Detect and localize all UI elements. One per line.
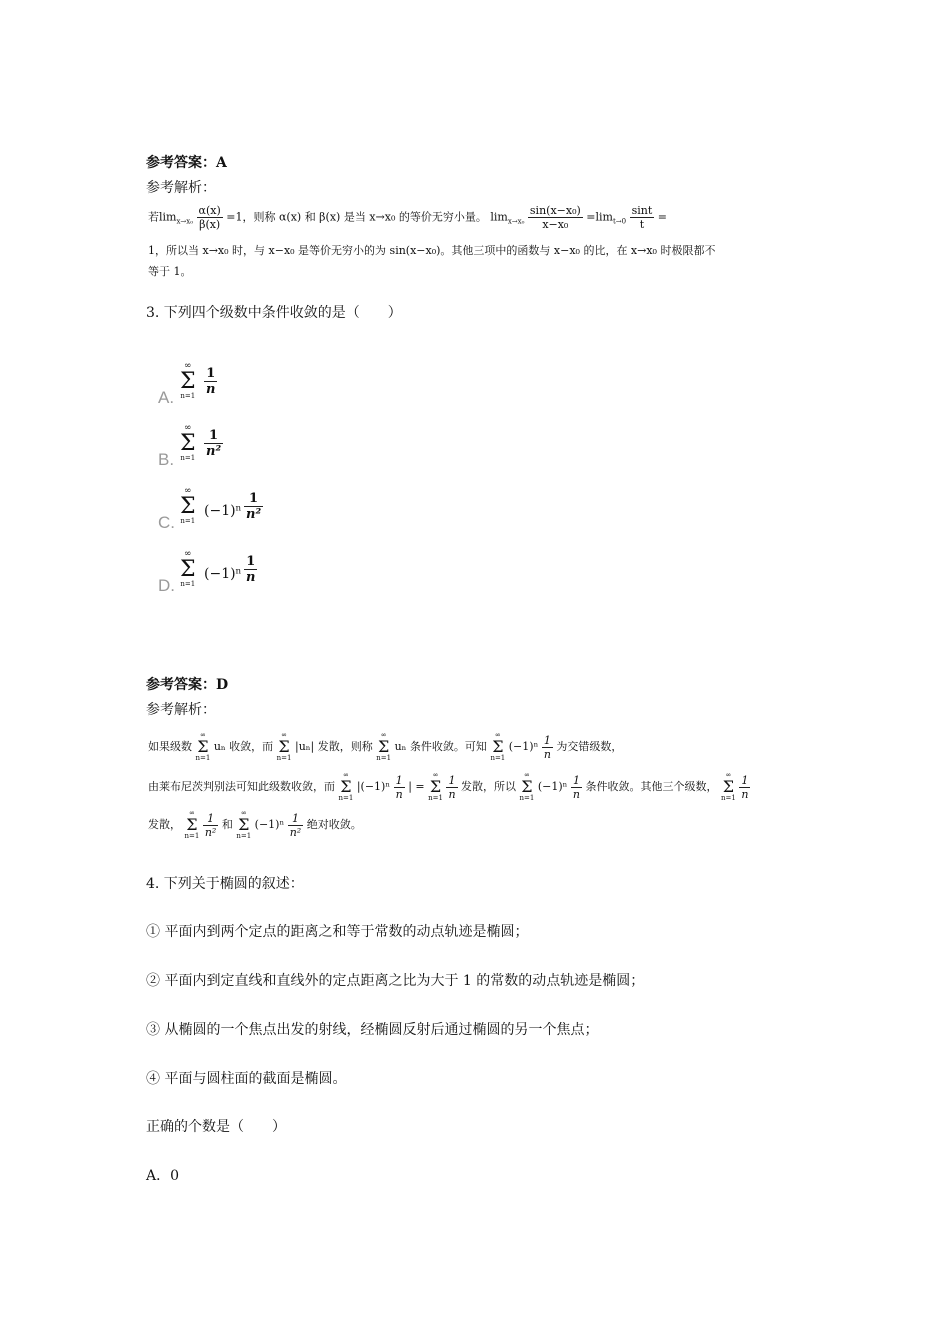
statement-2: ② 平面内到定直线和直线外的定点距离之比为大于 1 的常数的动点轨迹是椭圆； (146, 973, 645, 989)
option-letter: D. (158, 576, 175, 595)
option-fraction: $\frac{1}{\text{n²}}$ (206, 428, 222, 459)
analysis-label-q3: 参考解析： (146, 702, 216, 718)
analysis-q2-line2: 1，所以当 x→x₀ 时，与 x−x₀ 是等价无穷小的为 sin(x−x₀)。其他三项中的函数与 x−x₀ 的比，在 x→x₀ 时极限都不 (148, 244, 716, 257)
statement-3: ③ 从椭圆的一个焦点出发的射线，经椭圆反射后通过椭圆的另一个焦点； (146, 1022, 599, 1038)
question-3-stem: 3. 下列四个级数中条件收敛的是（ ） (146, 305, 402, 321)
analysis-q2-line1: 若$\lim_{x\to x_0}$ $\frac{\alpha(x)}{\beta(x)}$ =1，则称 α(x) 和 β(x) 是当 x→x₀ 的等价无穷小量。 $\lim_{x\to x_0}$ $\frac{\text{sin(x−x₀)}}{\text{x−x₀}}$ $=\lim_{t\to 0}$ $\frac{\sin t}{t}$ = (148, 204, 667, 231)
option-coefficient: (−1)ⁿ (204, 503, 242, 519)
analysis-q2-line3: 等于 1。 (148, 265, 192, 278)
analysis-q3-line1: 如果级数 ∞ Σ n=1 uₙ 收敛，而 ∞ Σ n=1 |uₙ| 发散，则称 ∞ Σ n=1 uₙ 条件收敛。可知 ∞ Σ n=1 (−1)ⁿ $\frac{1}{n}$ 为交错级数， (148, 731, 623, 762)
option-fraction: $\frac{1}{n}$ (206, 366, 216, 397)
option-fraction: $\frac{1}{\text{n²}}$ (246, 491, 262, 522)
question-4-prompt: 正确的个数是（ ） (146, 1119, 286, 1135)
option-letter: A. (158, 388, 175, 407)
option-letter: B. (158, 450, 175, 469)
option-fraction: $\frac{1}{n}$ (246, 554, 256, 585)
option-coefficient: (−1)ⁿ (204, 566, 242, 582)
answer-label-q3: 参考答案：D (146, 677, 229, 693)
question-4-option-a[interactable]: A．0 (146, 1168, 180, 1184)
option-letter: C. (158, 513, 175, 532)
summation-icon: ∞ Σ n=1 (180, 361, 196, 400)
statement-4: ④ 平面与圆柱面的截面是椭圆。 (146, 1071, 347, 1087)
summation-icon: ∞ Σ n=1 (180, 486, 196, 525)
analysis-q3-line2: 由莱布尼茨判别法可知此级数收敛，而 ∞ Σ n=1 |(−1)ⁿ $\frac{1}{n}$ | = ∞ Σ n=1 $\frac{1}{n}$ 发散，所以 ∞ Σ n=1 (−1)ⁿ $\frac{1}{n}$ 条件收敛。其他三个级数， ∞ Σ n=1 $\frac{1}{n}$ (148, 771, 749, 802)
summation-icon: ∞ Σ n=1 (180, 549, 196, 588)
statement-1: ① 平面内到两个定点的距离之和等于常数的动点轨迹是椭圆； (146, 924, 529, 940)
analysis-q3-line3: 发散， ∞ Σ n=1 $\frac{1}{\text{n²}}$ 和 ∞ Σ n=1 (−1)ⁿ $\frac{1}{\text{n²}}$ 绝对收敛。 (148, 809, 362, 840)
question-4-stem: 4. 下列关于椭圆的叙述： (146, 876, 304, 892)
answer-label-q2: 参考答案：A (146, 155, 227, 171)
summation-icon: ∞ Σ n=1 (180, 423, 196, 462)
analysis-label-q2: 参考解析： (146, 180, 216, 196)
